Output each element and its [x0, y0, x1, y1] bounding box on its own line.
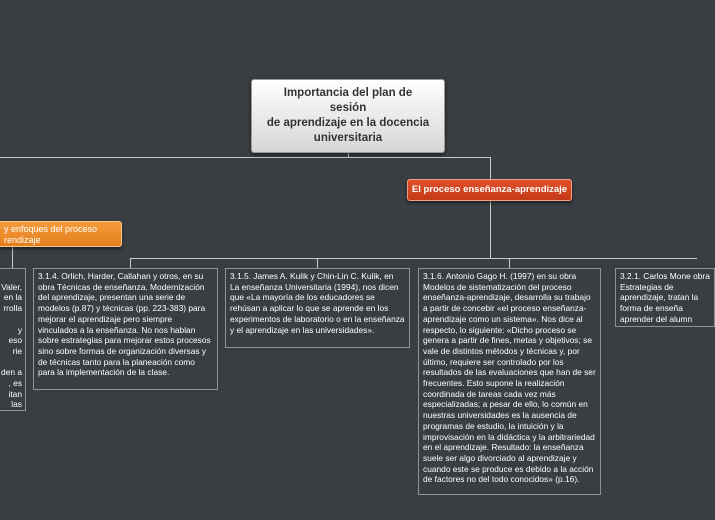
note-kulik[interactable] [225, 268, 410, 348]
connector-note-3 [509, 258, 510, 268]
note-orlich[interactable] [33, 268, 218, 390]
branch-enfoques-proceso[interactable] [0, 221, 122, 247]
connector-root-stem [348, 153, 349, 158]
branch-proceso-ensenanza-aprendizaje[interactable] [407, 179, 572, 201]
central-topic-label: Importancia del plan de sesión de aprendizaje en la docencia universitaria [266, 87, 430, 144]
connector-note-2 [317, 258, 318, 268]
note-text: 3.1.5. James A. Kulik y Chin-Lin C. Kulik, en La enseñanza Universitaria (1994), nos dicen que «La mayoría de los educadores se rehúsan a aplicar lo que se aprende en los experimentos de laboratorio o en la enseñanza y el aprendizaje en las universidades». [230, 271, 405, 335]
connector-root-horizontal [0, 157, 491, 158]
note-text: 3.1.4. Orlich, Harder, Callahan y otros, en su obra Técnicas de enseñanza. Modernización del aprendizaje, presentan una serie de modelos (p.87) y técnicas (pp. 223-383) para mejorar el aprendizaje pero siempre vinculados a la enseñanza. No nos hablan sobre estrategias para mejorar estos procesos sino sobre formas de organización diversas y de técnicas tanto para la planeación como para la implementación de la clase. [38, 271, 211, 378]
note-text: Valer, en la rrolla y eso rie den a , es itan las [1, 281, 22, 410]
note-monereo-partial[interactable] [615, 268, 715, 327]
central-topic[interactable] [251, 79, 445, 153]
note-text: 3.1.6. Antonio Gago H. (1997) en su obra Modelos de sistematización del proceso enseñanza-aprendizaje, desarrolla su trabajo a partir de concebir «el proceso enseñanza-aprendizaje como un sistema». Nos dice al respecto, lo siguiente: «Dicho proceso se genera a partir de fines, metas y objetivos; se vale de distintos métodos y técnicas y, por último, requiere ser controlado por los resultados de las evaluaciones que han de ser frecuentes. Esto supone la realización coordinada de tareas cada vez más especializadas; a pesar de ello, lo común en nuestras universidades es la ausencia de programas de estudio, la intuición y la improvisación en la didáctica y la arbitrariedad en el aprendizaje. Resultado: la enseñanza suele ser algo divorciado al aprendizaje y cuando este se produce es debido a la acción de factores no del todo conocidos» (p.16). [423, 271, 596, 485]
branch-label: El proceso enseñanza-aprendizaje [411, 184, 568, 195]
connector-left-branch-down [12, 247, 13, 268]
note-gago[interactable] [418, 268, 601, 495]
connector-right-branch-stem [490, 157, 491, 179]
connector-right-branch-down [490, 201, 491, 259]
note-text: 3.2.1. Carlos Mone obra Estrategias de aprendizaje, tratan la forma de enseña aprender del alumn [620, 271, 710, 324]
branch-label: y enfoques del proceso rendizaje [4, 224, 98, 245]
connector-notes-horizontal [130, 258, 697, 259]
connector-note-1 [130, 258, 131, 268]
note-left-partial[interactable] [0, 268, 26, 411]
